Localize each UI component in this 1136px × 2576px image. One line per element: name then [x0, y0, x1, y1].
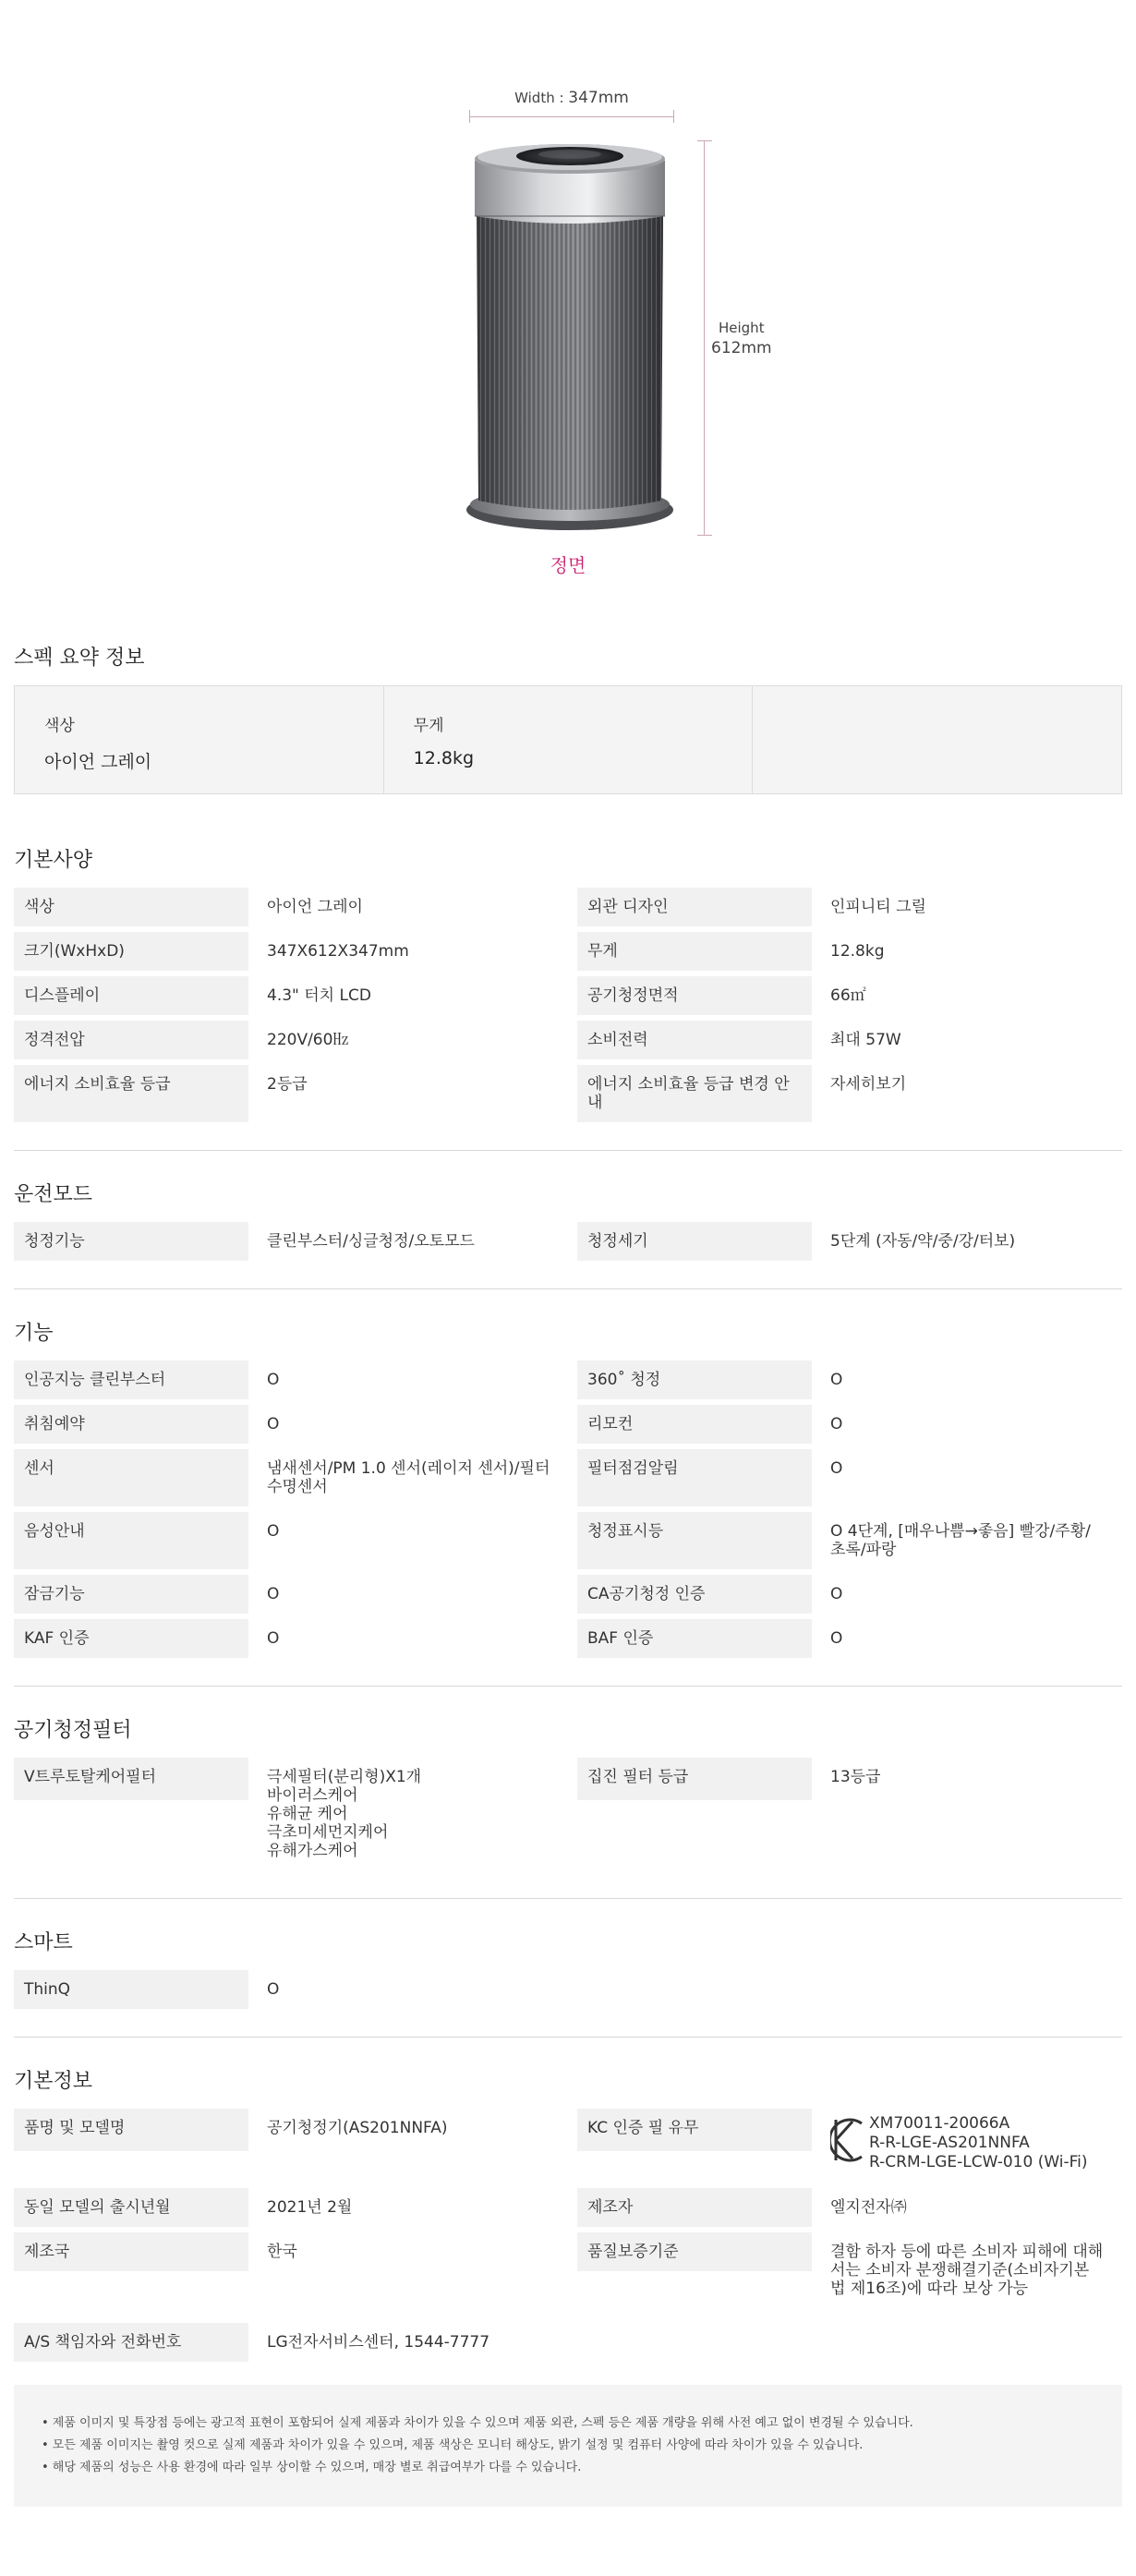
width-value: 347mm: [568, 89, 629, 107]
spec-value: 인피니티 그릴: [830, 898, 926, 916]
product-hero: [0, 0, 1136, 614]
spec-label: 정격전압: [14, 1021, 248, 1059]
air-purifier-image: [464, 139, 676, 538]
spec-value: O: [830, 1415, 843, 1433]
spec-label: 외관 디자인: [577, 888, 812, 926]
spec-value: O: [830, 1629, 843, 1648]
notice-line: • 모든 제품 이미지는 촬영 컷으로 실제 제품과 차이가 있을 수 있으며, 제품 색상은 모니터 해상도, 밝기 설정 및 컴퓨터 사양에 따라 차이가 있을 수 있습니다.: [42, 2438, 864, 2452]
spec-label: ThinQ: [14, 1970, 248, 2009]
spec-label: 무게: [577, 932, 812, 971]
spec-value: O: [267, 1522, 280, 1541]
spec-value: O: [267, 1585, 280, 1603]
energy-detail-link[interactable]: 자세히보기: [830, 1075, 907, 1094]
spec-value: O: [830, 1371, 843, 1389]
spec-value: 공기청정기(AS201NNFA): [267, 2119, 448, 2137]
spec-value: O: [830, 1585, 843, 1603]
summary-cell: [384, 686, 754, 793]
height-value: 612mm: [711, 339, 772, 357]
filter-section: [0, 1687, 1136, 1898]
spec-label: 크기(WxHxD): [14, 932, 248, 971]
spec-label: 소비전력: [577, 1021, 812, 1059]
summary-label: 색상: [44, 717, 75, 735]
spec-label: 리모컨: [577, 1405, 812, 1444]
spec-label: CA공기청정 인증: [577, 1575, 812, 1614]
spec-value: O 4단계, [매우나쁨→좋음] 빨강/주황/초록/파랑: [830, 1522, 1091, 1559]
spec-label: 제조자: [577, 2188, 812, 2227]
summary-value: 12.8kg: [413, 748, 475, 768]
spec-value: 2등급: [267, 1075, 308, 1094]
spec-label: 동일 모델의 출시년월: [14, 2188, 248, 2227]
spec-value: 극세필터(분리형)X1개 바이러스케어 유해균 케어 극초미세먼지케어 유해가스케어: [267, 1768, 422, 1860]
kc-number: XM70011-20066A: [869, 2114, 1010, 2133]
spec-value: 결함 하자 등에 따른 소비자 피해에 대해서는 소비자 분쟁해결기준(소비자기본법 제16조)에 따라 보상 가능: [830, 2243, 1104, 2298]
spec-label: 센서: [14, 1449, 248, 1506]
spec-label: 품명 및 모델명: [14, 2109, 248, 2151]
height-dimension-label: [711, 318, 772, 358]
spec-label: 청정기능: [14, 1222, 248, 1261]
spec-value: O: [267, 1415, 280, 1433]
width-label: Width :: [514, 90, 569, 106]
spec-value: O: [267, 1629, 280, 1648]
spec-label: 공기청정면적: [577, 976, 812, 1015]
smart-grid: [14, 1970, 1122, 2037]
spec-value: 엘지전자㈜: [830, 2198, 907, 2217]
features-grid: [14, 1361, 1122, 1686]
mode-grid: [14, 1222, 1122, 1288]
filter-title: 공기청정필터: [14, 1719, 132, 1742]
spec-label: 청정세기: [577, 1222, 812, 1261]
spec-label: 에너지 소비효율 등급: [14, 1065, 248, 1122]
spec-label: 집진 필터 등급: [577, 1758, 812, 1800]
spec-label: 제조국: [14, 2232, 248, 2271]
mode-section: [0, 1151, 1136, 1288]
summary-cell: [15, 686, 384, 793]
basic-spec-section: [0, 794, 1136, 1150]
info-section: [0, 2038, 1136, 2362]
spec-label: 360˚ 청정: [577, 1361, 812, 1399]
height-label: Height: [718, 320, 765, 336]
smart-section: [0, 1899, 1136, 2037]
spec-value: 4.3" 터치 LCD: [267, 986, 371, 1005]
spec-value: 12.8kg: [830, 942, 885, 961]
mode-title: 운전모드: [14, 1183, 93, 1206]
kc-mark-icon: [830, 2114, 865, 2166]
width-dimension: [469, 89, 674, 116]
kc-certification: [812, 2109, 1122, 2183]
spec-value: O: [830, 1459, 843, 1478]
spec-value: 220V/60㎐: [267, 1031, 349, 1049]
spec-label: 디스플레이: [14, 976, 248, 1015]
spec-label: 품질보증기준: [577, 2232, 812, 2271]
features-section: [0, 1289, 1136, 1686]
spec-label: 색상: [14, 888, 248, 926]
spec-value: 347X612X347mm: [267, 942, 409, 961]
kc-number: R-CRM-LGE-LCW-010 (Wi-Fi): [869, 2153, 1088, 2171]
info-grid: [14, 2109, 1122, 2362]
spec-value: 최대 57W: [830, 1031, 901, 1049]
summary-label: 무게: [413, 717, 444, 735]
basic-spec-grid: [14, 888, 1122, 1150]
spec-label: 취침예약: [14, 1405, 248, 1444]
features-title: 기능: [14, 1322, 54, 1345]
spec-label: 필터점검알림: [577, 1449, 812, 1506]
smart-title: 스마트: [14, 1931, 73, 1954]
spec-label: KAF 인증: [14, 1619, 248, 1658]
spec-value: 13등급: [830, 1768, 881, 1786]
spec-value: 아이언 그레이: [267, 898, 363, 916]
notice-line: • 제품 이미지 및 특장점 등에는 광고적 표현이 포함되어 실제 제품과 차이가 있을 수 있으며 제품 외관, 스펙 등은 제품 개량을 위해 사전 예고 없이 변경될 수 있습니다.: [42, 2416, 913, 2430]
spec-label: 청정표시등: [577, 1512, 812, 1569]
spec-value: 66㎡: [830, 986, 866, 1005]
summary-section: [0, 614, 1136, 794]
summary-title: 스펙 요약 정보: [14, 647, 145, 670]
spec-value: LG전자서비스센터, 1544-7777: [267, 2333, 490, 2352]
spec-label: 인공지능 클린부스터: [14, 1361, 248, 1399]
spec-value: O: [267, 1371, 280, 1389]
notice-line: • 해당 제품의 성능은 사용 환경에 따라 일부 상이할 수 있으며, 매장 별로 취급여부가 다를 수 있습니다.: [42, 2461, 582, 2474]
spec-value: 2021년 2월: [267, 2198, 353, 2217]
spec-label: 음성안내: [14, 1512, 248, 1569]
spec-value: 한국: [267, 2243, 297, 2261]
spec-value: 냄새센서/PM 1.0 센서(레이저 센서)/필터수명센서: [267, 1459, 550, 1496]
info-title: 기본정보: [14, 2070, 93, 2093]
summary-box: [14, 685, 1122, 794]
summary-cell: [753, 686, 1121, 793]
notice-box: [14, 2385, 1122, 2507]
spec-value: O: [267, 1980, 280, 1999]
kc-number: R-R-LGE-AS201NNFA: [869, 2134, 1030, 2152]
spec-label: BAF 인증: [577, 1619, 812, 1658]
spec-label: 잠금기능: [14, 1575, 248, 1614]
basic-spec-title: 기본사양: [14, 849, 93, 872]
summary-value: 아이언 그레이: [44, 752, 152, 772]
spec-value: 클린부스터/싱글청정/오토모드: [267, 1232, 475, 1251]
spec-label: V트루토탈케어필터: [14, 1758, 248, 1800]
spec-label: 에너지 소비효율 등급 변경 안내: [577, 1065, 812, 1122]
spec-label: KC 인증 필 유무: [577, 2109, 812, 2151]
spec-value: 5단계 (자동/약/중/강/터보): [830, 1232, 1016, 1251]
spec-label: A/S 책임자와 전화번호: [14, 2323, 248, 2362]
front-view-caption: 정면: [550, 554, 586, 576]
filter-grid: [14, 1758, 1122, 1898]
